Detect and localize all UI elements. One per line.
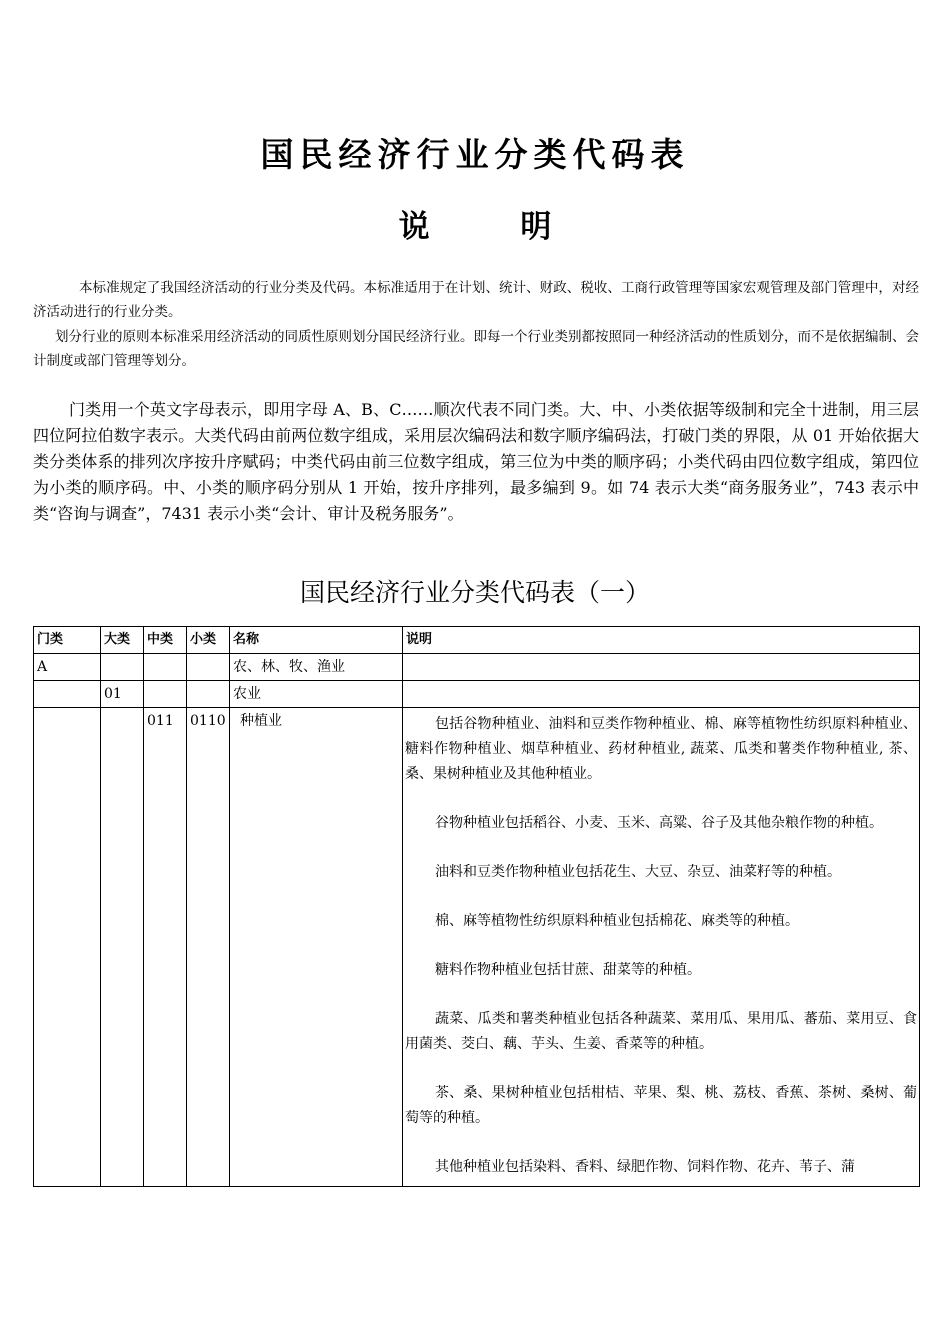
cell-men: A [34,654,101,681]
header-zhong: 中类 [144,627,187,654]
cell-name: 种植业 [230,708,403,1187]
description-paragraph: 谷物种植业包括稻谷、小麦、玉米、高粱、谷子及其他杂粮作物的种植。 [435,815,883,831]
description-paragraph: 其他种植业包括染料、香料、绿肥作物、饲料作物、花卉、苇子、蒲 [435,1159,855,1175]
cell-zhong [144,654,187,681]
cell-men [34,708,101,1187]
description-paragraph: 油料和豆类作物种植业包括花生、大豆、杂豆、油菜籽等的种植。 [435,864,841,880]
table-header-row [34,627,920,654]
description-paragraph: 棉、麻等植物性纺织原料种植业包括棉花、麻类等的种植。 [435,913,799,929]
section-heading: 说 明 [398,209,592,245]
cell-men [34,681,101,708]
description-paragraph: 包括谷物种植业、油料和豆类作物种植业、棉、麻等植物性纺织原料种植业、糖料作物种植业、烟草种植业、药材种植业, 蔬菜、瓜类和薯类作物种植业, 茶、桑、果树种植业及其他种植业。 [405,716,917,782]
cell-da [101,654,144,681]
table-row [34,654,920,681]
cell-name: 农业 [230,681,403,708]
intro-paragraph-principle: 划分行业的原则本标准采用经济活动的同质性原则划分国民经济行业。即每一个行业类别都按照同一种经济活动的性质划分，而不是依据编制、会计制度或部门管理等划分。 [33,329,919,369]
cell-zhong: 011 [144,708,187,1187]
cell-name: 农、林、牧、渔业 [230,654,403,681]
table-row [34,681,920,708]
table-title: 国民经济行业分类代码表（一） [299,578,650,607]
header-men: 门类 [34,627,101,654]
header-da: 大类 [101,627,144,654]
cell-desc [403,654,920,681]
cell-zhong [144,681,187,708]
intro-paragraph-scope: 本标准规定了我国经济活动的行业分类及代码。本标准适用于在计划、统计、财政、税收、工商行政管理等国家宏观管理及部门管理中，对经济活动进行的行业分类。 [33,280,919,320]
cell-da: 01 [101,681,144,708]
cell-xiao: 0110 [187,708,230,1187]
cell-da [101,708,144,1187]
cell-desc [403,681,920,708]
cell-xiao [187,654,230,681]
description-text [405,712,917,1182]
cell-xiao [187,681,230,708]
document-title: 国民经济行业分类代码表 [260,135,690,174]
classification-table [33,626,920,1187]
cell-desc [403,708,920,1187]
intro-paragraph-coding: 门类用一个英文字母表示，即用字母 A、B、C……顺次代表不同门类。大、中、小类依据等级制和完全十进制，用三层四位阿拉伯数字表示。大类代码由前两位数字组成，采用层次编码法和数字顺序编码法，打破门类的界限，从 01 开始依据大类分类体系的排列次序按升序赋码；中类代码由前三位数字组成，第三位为中类的顺序码；小类代码由四位数字组成，第四位为小类的顺序码。中、小类的顺序码分别从 1 开始，按升序排列，最多编到 9。如 74 表示大类“商务服务业”，743 表示中类“咨询与调查”，7431 表示小类“会计、审计及税务服务”。 [33,400,919,523]
header-xiao: 小类 [187,627,230,654]
description-paragraph: 糖料作物种植业包括甘蔗、甜菜等的种植。 [435,962,701,978]
header-name: 名称 [230,627,403,654]
description-paragraph: 蔬菜、瓜类和薯类种植业包括各种蔬菜、菜用瓜、果用瓜、蕃茄、菜用豆、食用菌类、茭白、藕、芋头、生姜、香菜等的种植。 [405,1011,917,1052]
description-paragraph: 茶、桑、果树种植业包括柑桔、苹果、梨、桃、荔枝、香蕉、茶树、桑树、葡萄等的种植。 [405,1085,917,1126]
table-row [34,708,920,1187]
header-desc: 说明 [403,627,920,654]
